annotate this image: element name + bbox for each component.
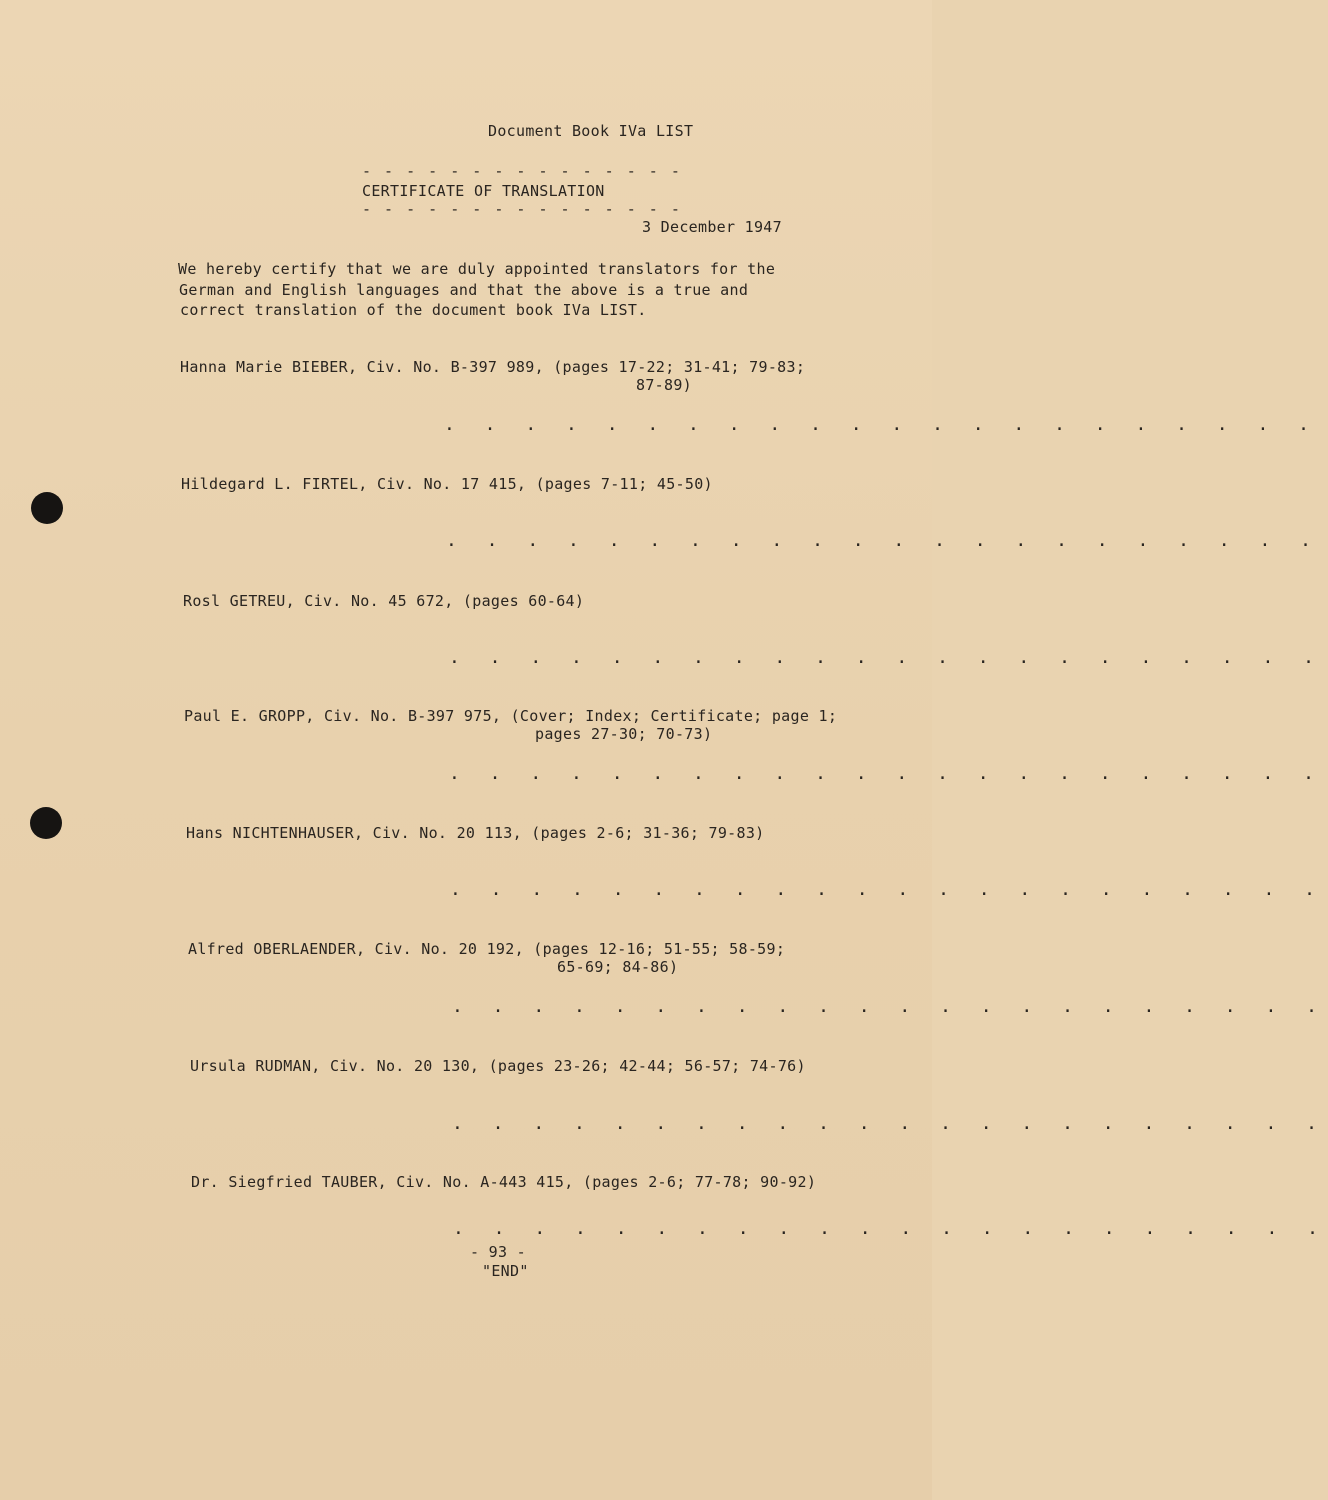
signature-line: . . . . . . . . . . . . . . . . . . . . . . <box>449 763 1324 784</box>
signature-line: . . . . . . . . . . . . . . . . . . . . . . <box>452 1113 1327 1134</box>
translator-entry-continued: pages 27-30; 70-73) <box>535 725 713 743</box>
translator-entry-continued: 87-89) <box>636 376 692 394</box>
translator-entry: Hanna Marie BIEBER, Civ. No. B-397 989, (pages 17-22; 31-41; 79-83; <box>180 358 806 376</box>
translator-entry: Hans NICHTENHAUSER, Civ. No. 20 113, (pages 2-6; 31-36; 79-83) <box>186 824 765 842</box>
signature-line: . . . . . . . . . . . . . . . . . . . . . . <box>449 647 1324 668</box>
translator-entry: Rosl GETREU, Civ. No. 45 672, (pages 60-64) <box>183 592 585 610</box>
translator-entry: Alfred OBERLAENDER, Civ. No. 20 192, (pages 12-16; 51-55; 58-59; <box>188 940 786 958</box>
translator-entry: Dr. Siegfried TAUBER, Civ. No. A-443 415, (pages 2-6; 77-78; 90-92) <box>191 1173 817 1191</box>
dash-rule-bottom: - - - - - - - - - - - - - - - <box>362 200 682 218</box>
statement-line: German and English languages and that the above is a true and <box>179 281 749 299</box>
signature-line: . . . . . . . . . . . . . . . . . . . . . . <box>452 996 1327 1017</box>
signature-line: . . . . . . . . . . . . . . . . . . . . . . <box>453 1218 1328 1239</box>
document-book-title: Document Book IVa LIST <box>488 122 694 140</box>
translator-entry: Ursula RUDMAN, Civ. No. 20 130, (pages 23-26; 42-44; 56-57; 74-76) <box>190 1057 806 1075</box>
signature-line: . . . . . . . . . . . . . . . . . . . . . . <box>446 530 1321 551</box>
punch-hole <box>31 492 63 524</box>
certificate-title: CERTIFICATE OF TRANSLATION <box>362 182 605 200</box>
certificate-date: 3 December 1947 <box>642 218 782 236</box>
signature-line: . . . . . . . . . . . . . . . . . . . . . . <box>450 879 1325 900</box>
translator-entry: Paul E. GROPP, Civ. No. B-397 975, (Cover; Index; Certificate; page 1; <box>184 707 838 725</box>
statement-line: correct translation of the document book IVa LIST. <box>180 301 647 319</box>
end-mark: "END" <box>482 1262 529 1280</box>
signature-line: . . . . . . . . . . . . . . . . . . . . . . <box>444 414 1319 435</box>
translator-entry-continued: 65-69; 84-86) <box>557 958 679 976</box>
punch-hole <box>30 807 62 839</box>
translator-entry: Hildegard L. FIRTEL, Civ. No. 17 415, (pages 7-11; 45-50) <box>181 475 713 493</box>
dash-rule-top: - - - - - - - - - - - - - - - <box>362 162 682 180</box>
statement-line: We hereby certify that we are duly appointed translators for the <box>178 260 776 278</box>
page-number: - 93 - <box>470 1243 526 1261</box>
